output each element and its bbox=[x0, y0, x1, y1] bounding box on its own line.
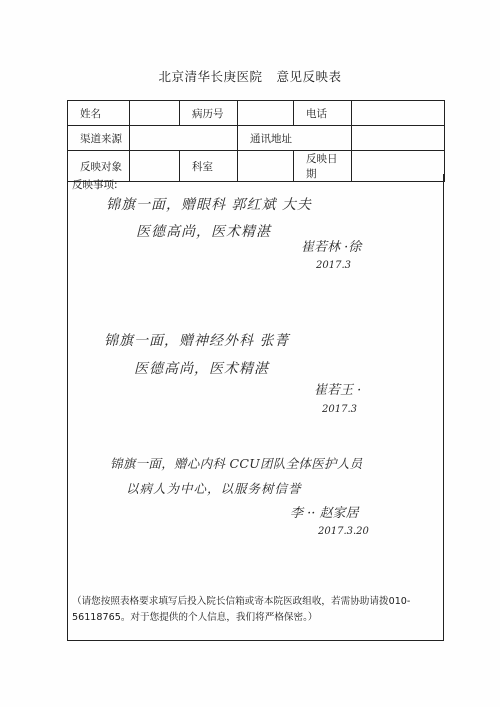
form-title bbox=[0, 67, 500, 85]
record-number-label: 病历号 bbox=[180, 101, 238, 126]
handwritten-line: 锦旗一面，赠眼科 郭红斌 大夫 bbox=[106, 197, 312, 213]
handwritten-signature: 崔若林 ·徐 bbox=[301, 240, 362, 255]
table-row bbox=[68, 126, 445, 151]
department-label: 科室 bbox=[180, 151, 238, 182]
channel-label: 渠道来源 bbox=[68, 126, 130, 151]
handwritten-line: 锦旗一面，赠神经外科 张菁 bbox=[104, 333, 290, 349]
handwritten-date: 2017.3.20 bbox=[318, 526, 369, 537]
channel-field[interactable] bbox=[130, 126, 238, 151]
handwritten-line: 以病人为中心，以服务树信誉 bbox=[126, 481, 302, 496]
phone-label: 电话 bbox=[294, 101, 352, 126]
feedback-content-label: 反映事项: bbox=[72, 179, 118, 191]
handwritten-line: 医德高尚，医术精湛 bbox=[136, 224, 271, 240]
phone-field[interactable] bbox=[352, 101, 445, 126]
record-number-field[interactable] bbox=[238, 101, 294, 126]
form-name: 意见反映表 bbox=[276, 69, 342, 84]
name-field[interactable] bbox=[130, 101, 180, 126]
footer-note: （请您按照表格要求填写后投入院长信箱或寄本院医政组收，若需协助请拨010-56118765。对于您提供的个人信息，我们将严格保密。） bbox=[72, 596, 411, 623]
target-label: 反映对象 bbox=[68, 151, 130, 182]
date-label: 反映日期 bbox=[294, 151, 352, 182]
handwritten-date: 2017.3 bbox=[322, 404, 357, 415]
handwritten-line: 锦旗一面，赠心内科 CCU团队全体医护人员 bbox=[110, 456, 363, 471]
name-label: 姓名 bbox=[68, 101, 130, 126]
handwritten-signature: 崔若王 · bbox=[314, 383, 362, 398]
hospital-name: 北京清华长庚医院 bbox=[158, 69, 263, 84]
handwritten-signature: 李 ·· 赵家居 bbox=[290, 506, 359, 521]
handwritten-line: 医德高尚，医术精湛 bbox=[134, 361, 269, 377]
feedback-content-area[interactable] bbox=[67, 174, 444, 641]
address-field[interactable] bbox=[352, 126, 445, 151]
address-label: 通讯地址 bbox=[238, 126, 352, 151]
info-table bbox=[67, 100, 445, 182]
table-row bbox=[68, 101, 445, 126]
handwritten-date: 2017.3 bbox=[316, 260, 351, 271]
